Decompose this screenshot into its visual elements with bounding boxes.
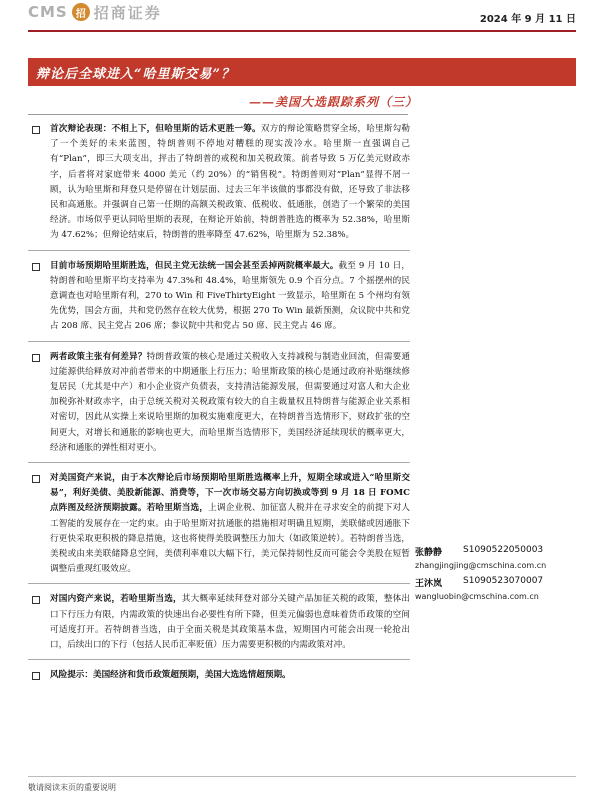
paragraph-lead: 两者政策主张有何差异？ <box>50 351 147 362</box>
page-header <box>0 0 600 40</box>
footer-rule <box>28 776 576 777</box>
paragraph <box>28 122 410 244</box>
paragraph-lead: 首次辩论表现：不相上下，但哈里斯的话术更胜一筹。 <box>50 124 261 134</box>
report-subtitle: ——美国大选跟踪系列（三） <box>248 95 418 109</box>
divider <box>28 341 410 342</box>
analyst-cert: S1090522050003 <box>463 545 544 555</box>
square-bullet-icon <box>32 126 40 134</box>
paragraph <box>28 471 410 577</box>
divider <box>28 250 410 251</box>
divider <box>28 583 410 584</box>
footer-note: 敬请阅读末页的重要说明 <box>28 783 116 792</box>
paragraph-text: 上调企业税、加征富人税并在寻求安全的前提下对人工智能的发展存在一定约束。由于哈里斯对抗通胀的措施相对明确且短期，美联储或因通胀下行更快采取更积极的降息措施，这也将使得美股调整压力加大（如政策逆转）。若特朗普当选，美税或由来美联储降息空间，美债利率难以大幅下行，美元保持韧性反而可能会令美股在短暂调整后重现红吸效应。 <box>50 503 410 575</box>
analyst-email[interactable]: zhangjingjing@cmschina.com.cn <box>415 561 547 570</box>
analyst-name: 王沐岚 <box>415 579 443 589</box>
logo-cms-text: CMS <box>28 3 68 21</box>
square-bullet-icon <box>32 263 40 271</box>
analyst-email[interactable]: wangluobin@cmschina.com.cn <box>415 592 539 601</box>
divider <box>28 659 410 660</box>
paragraph-text: 特朗普政策的核心是通过关税收入支持减税与制造业回流，但需要通过能源供给释放对冲前者带来的中期通胀上行压力；哈里斯政策的核心是通过政府补贴继续修复居民（尤其是中产）和小企业资产负债表，支持清洁能源发展，但需要通过对富人和大企业加税弥补财政赤字，由于总统关税对关税政策有较大的自主裁量权且特朗普与能源企业关系相对密切，因此从实操上来说哈里斯的加税实施难度更大，在特朗普当选情形下，财政扩张的空间更大，对增长和通胀的影响也更大，而哈里斯当选情形下，美国经济延续现状的概率更大，经济和通胀的弹性相对更小。 <box>50 351 410 453</box>
paragraph <box>28 668 410 683</box>
analyst-name: 张静静 <box>415 548 443 558</box>
analyst-cert: S1090523070007 <box>463 576 544 586</box>
paragraph-lead: 对国内资产来说，若哈里斯当选， <box>50 594 182 605</box>
divider <box>28 462 410 463</box>
square-bullet-icon <box>32 596 40 604</box>
paragraph-text: 双方的辩论策略贯穿全场，哈里斯勾勒了一个美好的未来蓝图，特朗普则不停地对糟糕的现实泼冷水。哈里斯一直强调自己有“Plan”，即三大项支出，抨击了特朗普的戒税和加关税政策。前者导致 5 万亿美元财政赤字，后者将对家庭带来 4000 美元（约 20%）的“销售税”。特朗普则对“Plan”显得不屑一顾，认为哈里斯和拜登只是停留在计划层面、过去三年半该做的事都没有做，还导致了非法移民和高通胀。并强调自己第一任期的高额关税政策、低税收、低通胀，创造了一个繁荣的美国经济。市场似乎更认同哈里斯的表现，在辩论开始前，特朗普胜选的概率为 52.38%，哈里斯为 47.62%；但辩论结束后，特朗普的胜率降至 47.62%，哈里斯为 52.38%。 <box>50 124 410 241</box>
analyst-sidebar <box>415 545 585 607</box>
square-bullet-icon <box>32 354 40 362</box>
main-content <box>28 122 410 684</box>
report-title: 辩论后全球进入“哈里斯交易”？ <box>36 66 235 82</box>
paragraph <box>28 592 410 653</box>
paragraph-lead: 目前市场预期哈里斯胜选，但民主党无法统一国会甚至丢掉两院概率最大。 <box>50 260 339 271</box>
paragraph-lead: 对美国资产来说，由于本次辩论后市场预期哈里斯胜选概率上升，短期全球或进入“哈里斯交易”，利好美债、美股新能源、消费等，下一次市场交易方向切换或等到 9 月 18 日 FOMC 点阵图及经济预期披露。若哈里斯当选， <box>50 473 410 514</box>
header-rule <box>28 30 576 32</box>
paragraph <box>28 350 410 456</box>
company-logo <box>28 0 162 24</box>
analyst-card <box>415 545 585 570</box>
title-bar <box>28 58 576 86</box>
title-divider <box>28 114 408 115</box>
paragraph-text: 其大概率延续拜登对部分关键产品加征关税的政策，整体出口下行压力有限，内需政策的快速出台必要性有所下降，但美元偏弱也意味着货币政策的空间可适度打开。若特朗普当选，由于全面关税是其政策基本盘，短期国内可能会出现一轮抢出口，后续出口的下行（包括人民币汇率贬值）压力需要更积极的内需政策对冲。 <box>50 594 410 651</box>
paragraph-lead: 风险提示：美国经济和货币政策超预期，美国大选选情超预期。 <box>50 670 291 681</box>
paragraph-text: 截至 9 月 10 日，特朗普和哈里斯平均支持率为 47.3%和 48.4%，哈里斯领先 0.9 个百分点。7 个摇摆州的民意调查也对哈里斯有利，270 to Win 和 FiveThirtyEight 一致显示，哈里斯在 5 个州均有领先优势，国会方面，共和党仍然存在较大优势，根据 270 To Win 最新预测，众议院中共和党占 208 席、民主党占 206 席；参议院中共和党占 50 席、民主党占 46 席。 <box>50 260 410 332</box>
square-bullet-icon <box>32 672 40 680</box>
square-bullet-icon <box>32 475 40 483</box>
logo-cn-text: 招商证券 <box>93 3 162 22</box>
analyst-card <box>415 576 585 601</box>
report-date: 2024 年 9 月 11 日 <box>479 14 576 25</box>
paragraph <box>28 259 410 335</box>
logo-emblem-icon: 招 <box>72 3 90 21</box>
